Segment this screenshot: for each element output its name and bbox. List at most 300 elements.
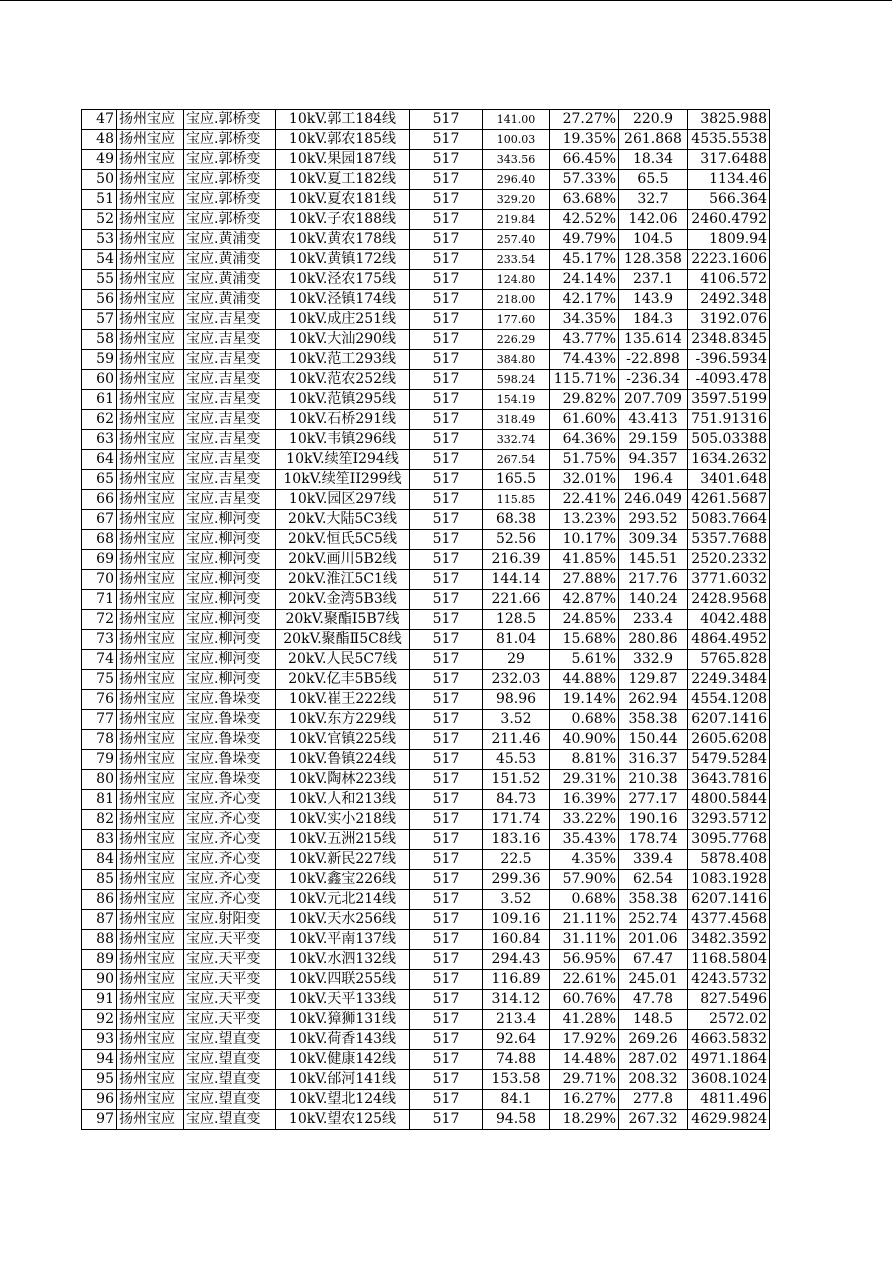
rate-cell[interactable]: 19.14% [550, 690, 619, 710]
load-cell[interactable]: 151.52 [483, 770, 550, 790]
substation-cell[interactable]: 宝应.郭桥变 [184, 110, 276, 130]
capacity-cell[interactable]: 2428.9568 [688, 590, 770, 610]
rate-cell[interactable]: 51.75% [550, 450, 619, 470]
margin-cell[interactable]: 332.9 [619, 650, 688, 670]
code-cell[interactable]: 517 [410, 810, 483, 830]
load-cell[interactable]: 211.46 [483, 730, 550, 750]
rate-cell[interactable]: 44.88% [550, 670, 619, 690]
code-cell[interactable]: 517 [410, 150, 483, 170]
load-cell[interactable]: 257.40 [483, 230, 550, 250]
load-cell[interactable]: 299.36 [483, 870, 550, 890]
row-index[interactable]: 58 [82, 330, 117, 350]
capacity-cell[interactable]: 1809.94 [688, 230, 770, 250]
margin-cell[interactable]: 201.06 [619, 930, 688, 950]
city-cell[interactable]: 扬州宝应 [117, 910, 184, 930]
substation-cell[interactable]: 宝应.望直变 [184, 1030, 276, 1050]
code-cell[interactable]: 517 [410, 190, 483, 210]
rate-cell[interactable]: 22.41% [550, 490, 619, 510]
rate-cell[interactable]: 40.90% [550, 730, 619, 750]
substation-cell[interactable]: 宝应.望直变 [184, 1050, 276, 1070]
rate-cell[interactable]: 49.79% [550, 230, 619, 250]
city-cell[interactable]: 扬州宝应 [117, 950, 184, 970]
city-cell[interactable]: 扬州宝应 [117, 690, 184, 710]
margin-cell[interactable]: 143.9 [619, 290, 688, 310]
rate-cell[interactable]: 18.29% [550, 1110, 619, 1130]
capacity-cell[interactable]: 3192.076 [688, 310, 770, 330]
rate-cell[interactable]: 63.68% [550, 190, 619, 210]
rate-cell[interactable]: 61.60% [550, 410, 619, 430]
code-cell[interactable]: 517 [410, 310, 483, 330]
load-cell[interactable]: 94.58 [483, 1110, 550, 1130]
margin-cell[interactable]: 18.34 [619, 150, 688, 170]
substation-cell[interactable]: 宝应.吉星变 [184, 370, 276, 390]
rate-cell[interactable]: 74.43% [550, 350, 619, 370]
city-cell[interactable]: 扬州宝应 [117, 630, 184, 650]
capacity-cell[interactable]: 4377.4568 [688, 910, 770, 930]
feeder-line-cell[interactable]: 20kV.人民5C7线 [276, 650, 410, 670]
feeder-line-cell[interactable]: 10kV.望农125线 [276, 1110, 410, 1130]
load-cell[interactable]: 213.4 [483, 1010, 550, 1030]
city-cell[interactable]: 扬州宝应 [117, 470, 184, 490]
feeder-line-cell[interactable]: 10kV.东方229线 [276, 710, 410, 730]
code-cell[interactable]: 517 [410, 470, 483, 490]
load-cell[interactable]: 384.80 [483, 350, 550, 370]
substation-cell[interactable]: 宝应.柳河变 [184, 510, 276, 530]
feeder-line-cell[interactable]: 20kV.恒氏5C5线 [276, 530, 410, 550]
capacity-cell[interactable]: 505.03388 [688, 430, 770, 450]
feeder-line-cell[interactable]: 10kV.夏工182线 [276, 170, 410, 190]
city-cell[interactable]: 扬州宝应 [117, 510, 184, 530]
feeder-line-cell[interactable]: 20kV.画川5B2线 [276, 550, 410, 570]
substation-cell[interactable]: 宝应.吉星变 [184, 310, 276, 330]
margin-cell[interactable]: 246.049 [619, 490, 688, 510]
margin-cell[interactable]: 150.44 [619, 730, 688, 750]
margin-cell[interactable]: 128.358 [619, 250, 688, 270]
capacity-cell[interactable]: 3771.6032 [688, 570, 770, 590]
rate-cell[interactable]: 57.90% [550, 870, 619, 890]
margin-cell[interactable]: 245.01 [619, 970, 688, 990]
row-index[interactable]: 97 [82, 1110, 117, 1130]
margin-cell[interactable]: 262.94 [619, 690, 688, 710]
feeder-line-cell[interactable]: 10kV.大汕290线 [276, 330, 410, 350]
code-cell[interactable]: 517 [410, 670, 483, 690]
code-cell[interactable]: 517 [410, 290, 483, 310]
margin-cell[interactable]: 47.78 [619, 990, 688, 1010]
feeder-line-cell[interactable]: 10kV.天平133线 [276, 990, 410, 1010]
code-cell[interactable]: 517 [410, 750, 483, 770]
substation-cell[interactable]: 宝应.天平变 [184, 990, 276, 1010]
city-cell[interactable]: 扬州宝应 [117, 150, 184, 170]
margin-cell[interactable]: 277.17 [619, 790, 688, 810]
substation-cell[interactable]: 宝应.吉星变 [184, 470, 276, 490]
load-cell[interactable]: 115.85 [483, 490, 550, 510]
row-index[interactable]: 53 [82, 230, 117, 250]
row-index[interactable]: 63 [82, 430, 117, 450]
load-cell[interactable]: 84.73 [483, 790, 550, 810]
capacity-cell[interactable]: 5083.7664 [688, 510, 770, 530]
row-index[interactable]: 71 [82, 590, 117, 610]
city-cell[interactable]: 扬州宝应 [117, 850, 184, 870]
rate-cell[interactable]: 4.35% [550, 850, 619, 870]
margin-cell[interactable]: 293.52 [619, 510, 688, 530]
row-index[interactable]: 66 [82, 490, 117, 510]
code-cell[interactable]: 517 [410, 510, 483, 530]
code-cell[interactable]: 517 [410, 610, 483, 630]
code-cell[interactable]: 517 [410, 530, 483, 550]
code-cell[interactable]: 517 [410, 370, 483, 390]
city-cell[interactable]: 扬州宝应 [117, 330, 184, 350]
code-cell[interactable]: 517 [410, 650, 483, 670]
city-cell[interactable]: 扬州宝应 [117, 1030, 184, 1050]
feeder-line-cell[interactable]: 20kV.淮江5C1线 [276, 570, 410, 590]
load-cell[interactable]: 318.49 [483, 410, 550, 430]
row-index[interactable]: 87 [82, 910, 117, 930]
load-cell[interactable]: 343.56 [483, 150, 550, 170]
substation-cell[interactable]: 宝应.郭桥变 [184, 130, 276, 150]
substation-cell[interactable]: 宝应.望直变 [184, 1090, 276, 1110]
substation-cell[interactable]: 宝应.柳河变 [184, 650, 276, 670]
code-cell[interactable]: 517 [410, 250, 483, 270]
margin-cell[interactable]: -236.34 [619, 370, 688, 390]
rate-cell[interactable]: 66.45% [550, 150, 619, 170]
substation-cell[interactable]: 宝应.柳河变 [184, 610, 276, 630]
code-cell[interactable]: 517 [410, 390, 483, 410]
city-cell[interactable]: 扬州宝应 [117, 610, 184, 630]
load-cell[interactable]: 124.80 [483, 270, 550, 290]
code-cell[interactable]: 517 [410, 1070, 483, 1090]
load-cell[interactable]: 3.52 [483, 710, 550, 730]
margin-cell[interactable]: 184.3 [619, 310, 688, 330]
city-cell[interactable]: 扬州宝应 [117, 110, 184, 130]
substation-cell[interactable]: 宝应.吉星变 [184, 410, 276, 430]
city-cell[interactable]: 扬州宝应 [117, 250, 184, 270]
capacity-cell[interactable]: 4261.5687 [688, 490, 770, 510]
capacity-cell[interactable]: 4243.5732 [688, 970, 770, 990]
row-index[interactable]: 85 [82, 870, 117, 890]
load-cell[interactable]: 29 [483, 650, 550, 670]
code-cell[interactable]: 517 [410, 270, 483, 290]
city-cell[interactable]: 扬州宝应 [117, 590, 184, 610]
substation-cell[interactable]: 宝应.柳河变 [184, 670, 276, 690]
substation-cell[interactable]: 宝应.吉星变 [184, 430, 276, 450]
code-cell[interactable]: 517 [410, 890, 483, 910]
city-cell[interactable]: 扬州宝应 [117, 790, 184, 810]
city-cell[interactable]: 扬州宝应 [117, 210, 184, 230]
capacity-cell[interactable]: 6207.1416 [688, 890, 770, 910]
substation-cell[interactable]: 宝应.吉星变 [184, 390, 276, 410]
capacity-cell[interactable]: 4864.4952 [688, 630, 770, 650]
substation-cell[interactable]: 宝应.齐心变 [184, 850, 276, 870]
load-cell[interactable]: 52.56 [483, 530, 550, 550]
rate-cell[interactable]: 27.88% [550, 570, 619, 590]
substation-cell[interactable]: 宝应.郭桥变 [184, 190, 276, 210]
capacity-cell[interactable]: 2492.348 [688, 290, 770, 310]
capacity-cell[interactable]: 4800.5844 [688, 790, 770, 810]
capacity-cell[interactable]: -396.5934 [688, 350, 770, 370]
code-cell[interactable]: 517 [410, 570, 483, 590]
rate-cell[interactable]: 13.23% [550, 510, 619, 530]
rate-cell[interactable]: 5.61% [550, 650, 619, 670]
capacity-cell[interactable]: 6207.1416 [688, 710, 770, 730]
load-cell[interactable]: 314.12 [483, 990, 550, 1010]
feeder-line-cell[interactable]: 10kV.五洲215线 [276, 830, 410, 850]
substation-cell[interactable]: 宝应.郭桥变 [184, 170, 276, 190]
load-cell[interactable]: 233.54 [483, 250, 550, 270]
capacity-cell[interactable]: 1168.5804 [688, 950, 770, 970]
feeder-line-cell[interactable]: 10kV.范农252线 [276, 370, 410, 390]
feeder-line-cell[interactable]: 10kV.郭工184线 [276, 110, 410, 130]
code-cell[interactable]: 517 [410, 110, 483, 130]
code-cell[interactable]: 517 [410, 1010, 483, 1030]
row-index[interactable]: 86 [82, 890, 117, 910]
capacity-cell[interactable]: 3597.5199 [688, 390, 770, 410]
rate-cell[interactable]: 24.85% [550, 610, 619, 630]
feeder-line-cell[interactable]: 10kV.范镇295线 [276, 390, 410, 410]
capacity-cell[interactable]: 3825.988 [688, 110, 770, 130]
margin-cell[interactable]: 178.74 [619, 830, 688, 850]
capacity-cell[interactable]: 3293.5712 [688, 810, 770, 830]
load-cell[interactable]: 22.5 [483, 850, 550, 870]
city-cell[interactable]: 扬州宝应 [117, 430, 184, 450]
load-cell[interactable]: 177.60 [483, 310, 550, 330]
row-index[interactable]: 77 [82, 710, 117, 730]
capacity-cell[interactable]: 2460.4792 [688, 210, 770, 230]
load-cell[interactable]: 329.20 [483, 190, 550, 210]
feeder-line-cell[interactable]: 10kV.范工293线 [276, 350, 410, 370]
load-cell[interactable]: 294.43 [483, 950, 550, 970]
substation-cell[interactable]: 宝应.齐心变 [184, 890, 276, 910]
code-cell[interactable]: 517 [410, 950, 483, 970]
row-index[interactable]: 69 [82, 550, 117, 570]
feeder-line-cell[interactable]: 10kV.望北124线 [276, 1090, 410, 1110]
capacity-cell[interactable]: 4535.5538 [688, 130, 770, 150]
load-cell[interactable]: 81.04 [483, 630, 550, 650]
code-cell[interactable]: 517 [410, 350, 483, 370]
margin-cell[interactable]: 32.7 [619, 190, 688, 210]
rate-cell[interactable]: 115.71% [550, 370, 619, 390]
feeder-line-cell[interactable]: 20kV.金湾5B3线 [276, 590, 410, 610]
rate-cell[interactable]: 8.81% [550, 750, 619, 770]
code-cell[interactable]: 517 [410, 970, 483, 990]
load-cell[interactable]: 141.00 [483, 110, 550, 130]
load-cell[interactable]: 296.40 [483, 170, 550, 190]
capacity-cell[interactable]: 3608.1024 [688, 1070, 770, 1090]
feeder-line-cell[interactable]: 10kV.四联255线 [276, 970, 410, 990]
feeder-line-cell[interactable]: 10kV.天水256线 [276, 910, 410, 930]
capacity-cell[interactable]: 566.364 [688, 190, 770, 210]
capacity-cell[interactable]: 2348.8345 [688, 330, 770, 350]
rate-cell[interactable]: 35.43% [550, 830, 619, 850]
substation-cell[interactable]: 宝应.天平变 [184, 950, 276, 970]
capacity-cell[interactable]: 4042.488 [688, 610, 770, 630]
rate-cell[interactable]: 42.17% [550, 290, 619, 310]
load-cell[interactable]: 218.00 [483, 290, 550, 310]
rate-cell[interactable]: 16.39% [550, 790, 619, 810]
city-cell[interactable]: 扬州宝应 [117, 650, 184, 670]
feeder-line-cell[interactable]: 20kV.聚酯Ⅱ5C8线 [276, 630, 410, 650]
code-cell[interactable]: 517 [410, 830, 483, 850]
substation-cell[interactable]: 宝应.吉星变 [184, 490, 276, 510]
code-cell[interactable]: 517 [410, 630, 483, 650]
city-cell[interactable]: 扬州宝应 [117, 990, 184, 1010]
code-cell[interactable]: 517 [410, 230, 483, 250]
code-cell[interactable]: 517 [410, 790, 483, 810]
substation-cell[interactable]: 宝应.柳河变 [184, 570, 276, 590]
margin-cell[interactable]: 43.413 [619, 410, 688, 430]
feeder-line-cell[interactable]: 10kV.韦镇296线 [276, 430, 410, 450]
code-cell[interactable]: 517 [410, 990, 483, 1010]
city-cell[interactable]: 扬州宝应 [117, 1090, 184, 1110]
row-index[interactable]: 49 [82, 150, 117, 170]
margin-cell[interactable]: 210.38 [619, 770, 688, 790]
load-cell[interactable]: 219.84 [483, 210, 550, 230]
capacity-cell[interactable]: 3643.7816 [688, 770, 770, 790]
capacity-cell[interactable]: 4629.9824 [688, 1110, 770, 1130]
code-cell[interactable]: 517 [410, 170, 483, 190]
feeder-line-cell[interactable]: 10kV.果园187线 [276, 150, 410, 170]
row-index[interactable]: 84 [82, 850, 117, 870]
capacity-cell[interactable]: 1634.2632 [688, 450, 770, 470]
capacity-cell[interactable]: 5479.5284 [688, 750, 770, 770]
rate-cell[interactable]: 57.33% [550, 170, 619, 190]
margin-cell[interactable]: 207.709 [619, 390, 688, 410]
margin-cell[interactable]: 135.614 [619, 330, 688, 350]
load-cell[interactable]: 3.52 [483, 890, 550, 910]
row-index[interactable]: 62 [82, 410, 117, 430]
row-index[interactable]: 54 [82, 250, 117, 270]
margin-cell[interactable]: 217.76 [619, 570, 688, 590]
row-index[interactable]: 72 [82, 610, 117, 630]
row-index[interactable]: 82 [82, 810, 117, 830]
row-index[interactable]: 70 [82, 570, 117, 590]
rate-cell[interactable]: 42.52% [550, 210, 619, 230]
rate-cell[interactable]: 16.27% [550, 1090, 619, 1110]
code-cell[interactable]: 517 [410, 330, 483, 350]
substation-cell[interactable]: 宝应.吉星变 [184, 450, 276, 470]
city-cell[interactable]: 扬州宝应 [117, 370, 184, 390]
feeder-line-cell[interactable]: 10kV.泾农175线 [276, 270, 410, 290]
row-index[interactable]: 47 [82, 110, 117, 130]
feeder-line-cell[interactable]: 10kV.官镇225线 [276, 730, 410, 750]
rate-cell[interactable]: 0.68% [550, 710, 619, 730]
city-cell[interactable]: 扬州宝应 [117, 450, 184, 470]
city-cell[interactable]: 扬州宝应 [117, 230, 184, 250]
load-cell[interactable]: 171.74 [483, 810, 550, 830]
feeder-line-cell[interactable]: 10kV.续笙II299线 [276, 470, 410, 490]
load-cell[interactable]: 183.16 [483, 830, 550, 850]
margin-cell[interactable]: 148.5 [619, 1010, 688, 1030]
substation-cell[interactable]: 宝应.郭桥变 [184, 150, 276, 170]
rate-cell[interactable]: 22.61% [550, 970, 619, 990]
row-index[interactable]: 51 [82, 190, 117, 210]
substation-cell[interactable]: 宝应.柳河变 [184, 630, 276, 650]
feeder-line-cell[interactable]: 10kV.园区297线 [276, 490, 410, 510]
code-cell[interactable]: 517 [410, 590, 483, 610]
city-cell[interactable]: 扬州宝应 [117, 830, 184, 850]
load-cell[interactable]: 74.88 [483, 1050, 550, 1070]
margin-cell[interactable]: 62.54 [619, 870, 688, 890]
row-index[interactable]: 92 [82, 1010, 117, 1030]
city-cell[interactable]: 扬州宝应 [117, 170, 184, 190]
feeder-line-cell[interactable]: 20kV.大陆5C3线 [276, 510, 410, 530]
feeder-line-cell[interactable]: 10kV.陶林223线 [276, 770, 410, 790]
rate-cell[interactable]: 17.92% [550, 1030, 619, 1050]
load-cell[interactable]: 92.64 [483, 1030, 550, 1050]
capacity-cell[interactable]: 5357.7688 [688, 530, 770, 550]
city-cell[interactable]: 扬州宝应 [117, 1110, 184, 1130]
city-cell[interactable]: 扬州宝应 [117, 890, 184, 910]
row-index[interactable]: 93 [82, 1030, 117, 1050]
row-index[interactable]: 73 [82, 630, 117, 650]
row-index[interactable]: 56 [82, 290, 117, 310]
margin-cell[interactable]: 267.32 [619, 1110, 688, 1130]
substation-cell[interactable]: 宝应.望直变 [184, 1110, 276, 1130]
code-cell[interactable]: 517 [410, 910, 483, 930]
feeder-line-cell[interactable]: 10kV.夏农181线 [276, 190, 410, 210]
capacity-cell[interactable]: 4663.5832 [688, 1030, 770, 1050]
feeder-line-cell[interactable]: 10kV.鲁镇224线 [276, 750, 410, 770]
substation-cell[interactable]: 宝应.齐心变 [184, 830, 276, 850]
row-index[interactable]: 76 [82, 690, 117, 710]
feeder-line-cell[interactable]: 10kV.獐狮131线 [276, 1010, 410, 1030]
city-cell[interactable]: 扬州宝应 [117, 1070, 184, 1090]
rate-cell[interactable]: 0.68% [550, 890, 619, 910]
capacity-cell[interactable]: 3095.7768 [688, 830, 770, 850]
feeder-line-cell[interactable]: 10kV.石桥291线 [276, 410, 410, 430]
city-cell[interactable]: 扬州宝应 [117, 810, 184, 830]
load-cell[interactable]: 153.58 [483, 1070, 550, 1090]
city-cell[interactable]: 扬州宝应 [117, 270, 184, 290]
row-index[interactable]: 59 [82, 350, 117, 370]
substation-cell[interactable]: 宝应.天平变 [184, 930, 276, 950]
city-cell[interactable]: 扬州宝应 [117, 1010, 184, 1030]
margin-cell[interactable]: 67.47 [619, 950, 688, 970]
margin-cell[interactable]: 280.86 [619, 630, 688, 650]
code-cell[interactable]: 517 [410, 1090, 483, 1110]
city-cell[interactable]: 扬州宝应 [117, 410, 184, 430]
rate-cell[interactable]: 56.95% [550, 950, 619, 970]
feeder-line-cell[interactable]: 10kV.泾镇174线 [276, 290, 410, 310]
margin-cell[interactable]: 233.4 [619, 610, 688, 630]
rate-cell[interactable]: 43.77% [550, 330, 619, 350]
code-cell[interactable]: 517 [410, 730, 483, 750]
row-index[interactable]: 50 [82, 170, 117, 190]
capacity-cell[interactable]: 827.5496 [688, 990, 770, 1010]
feeder-line-cell[interactable]: 10kV.黄镇172线 [276, 250, 410, 270]
capacity-cell[interactable]: 5878.408 [688, 850, 770, 870]
capacity-cell[interactable]: 3482.3592 [688, 930, 770, 950]
substation-cell[interactable]: 宝应.吉星变 [184, 350, 276, 370]
city-cell[interactable]: 扬州宝应 [117, 290, 184, 310]
rate-cell[interactable]: 27.27% [550, 110, 619, 130]
feeder-line-cell[interactable]: 10kV.人和213线 [276, 790, 410, 810]
feeder-line-cell[interactable]: 10kV.实小218线 [276, 810, 410, 830]
rate-cell[interactable]: 29.82% [550, 390, 619, 410]
substation-cell[interactable]: 宝应.齐心变 [184, 810, 276, 830]
rate-cell[interactable]: 64.36% [550, 430, 619, 450]
code-cell[interactable]: 517 [410, 1050, 483, 1070]
load-cell[interactable]: 68.38 [483, 510, 550, 530]
load-cell[interactable]: 267.54 [483, 450, 550, 470]
row-index[interactable]: 79 [82, 750, 117, 770]
substation-cell[interactable]: 宝应.齐心变 [184, 870, 276, 890]
feeder-line-cell[interactable]: 10kV.崔王222线 [276, 690, 410, 710]
rate-cell[interactable]: 29.31% [550, 770, 619, 790]
row-index[interactable]: 81 [82, 790, 117, 810]
city-cell[interactable]: 扬州宝应 [117, 550, 184, 570]
city-cell[interactable]: 扬州宝应 [117, 490, 184, 510]
margin-cell[interactable]: 145.51 [619, 550, 688, 570]
